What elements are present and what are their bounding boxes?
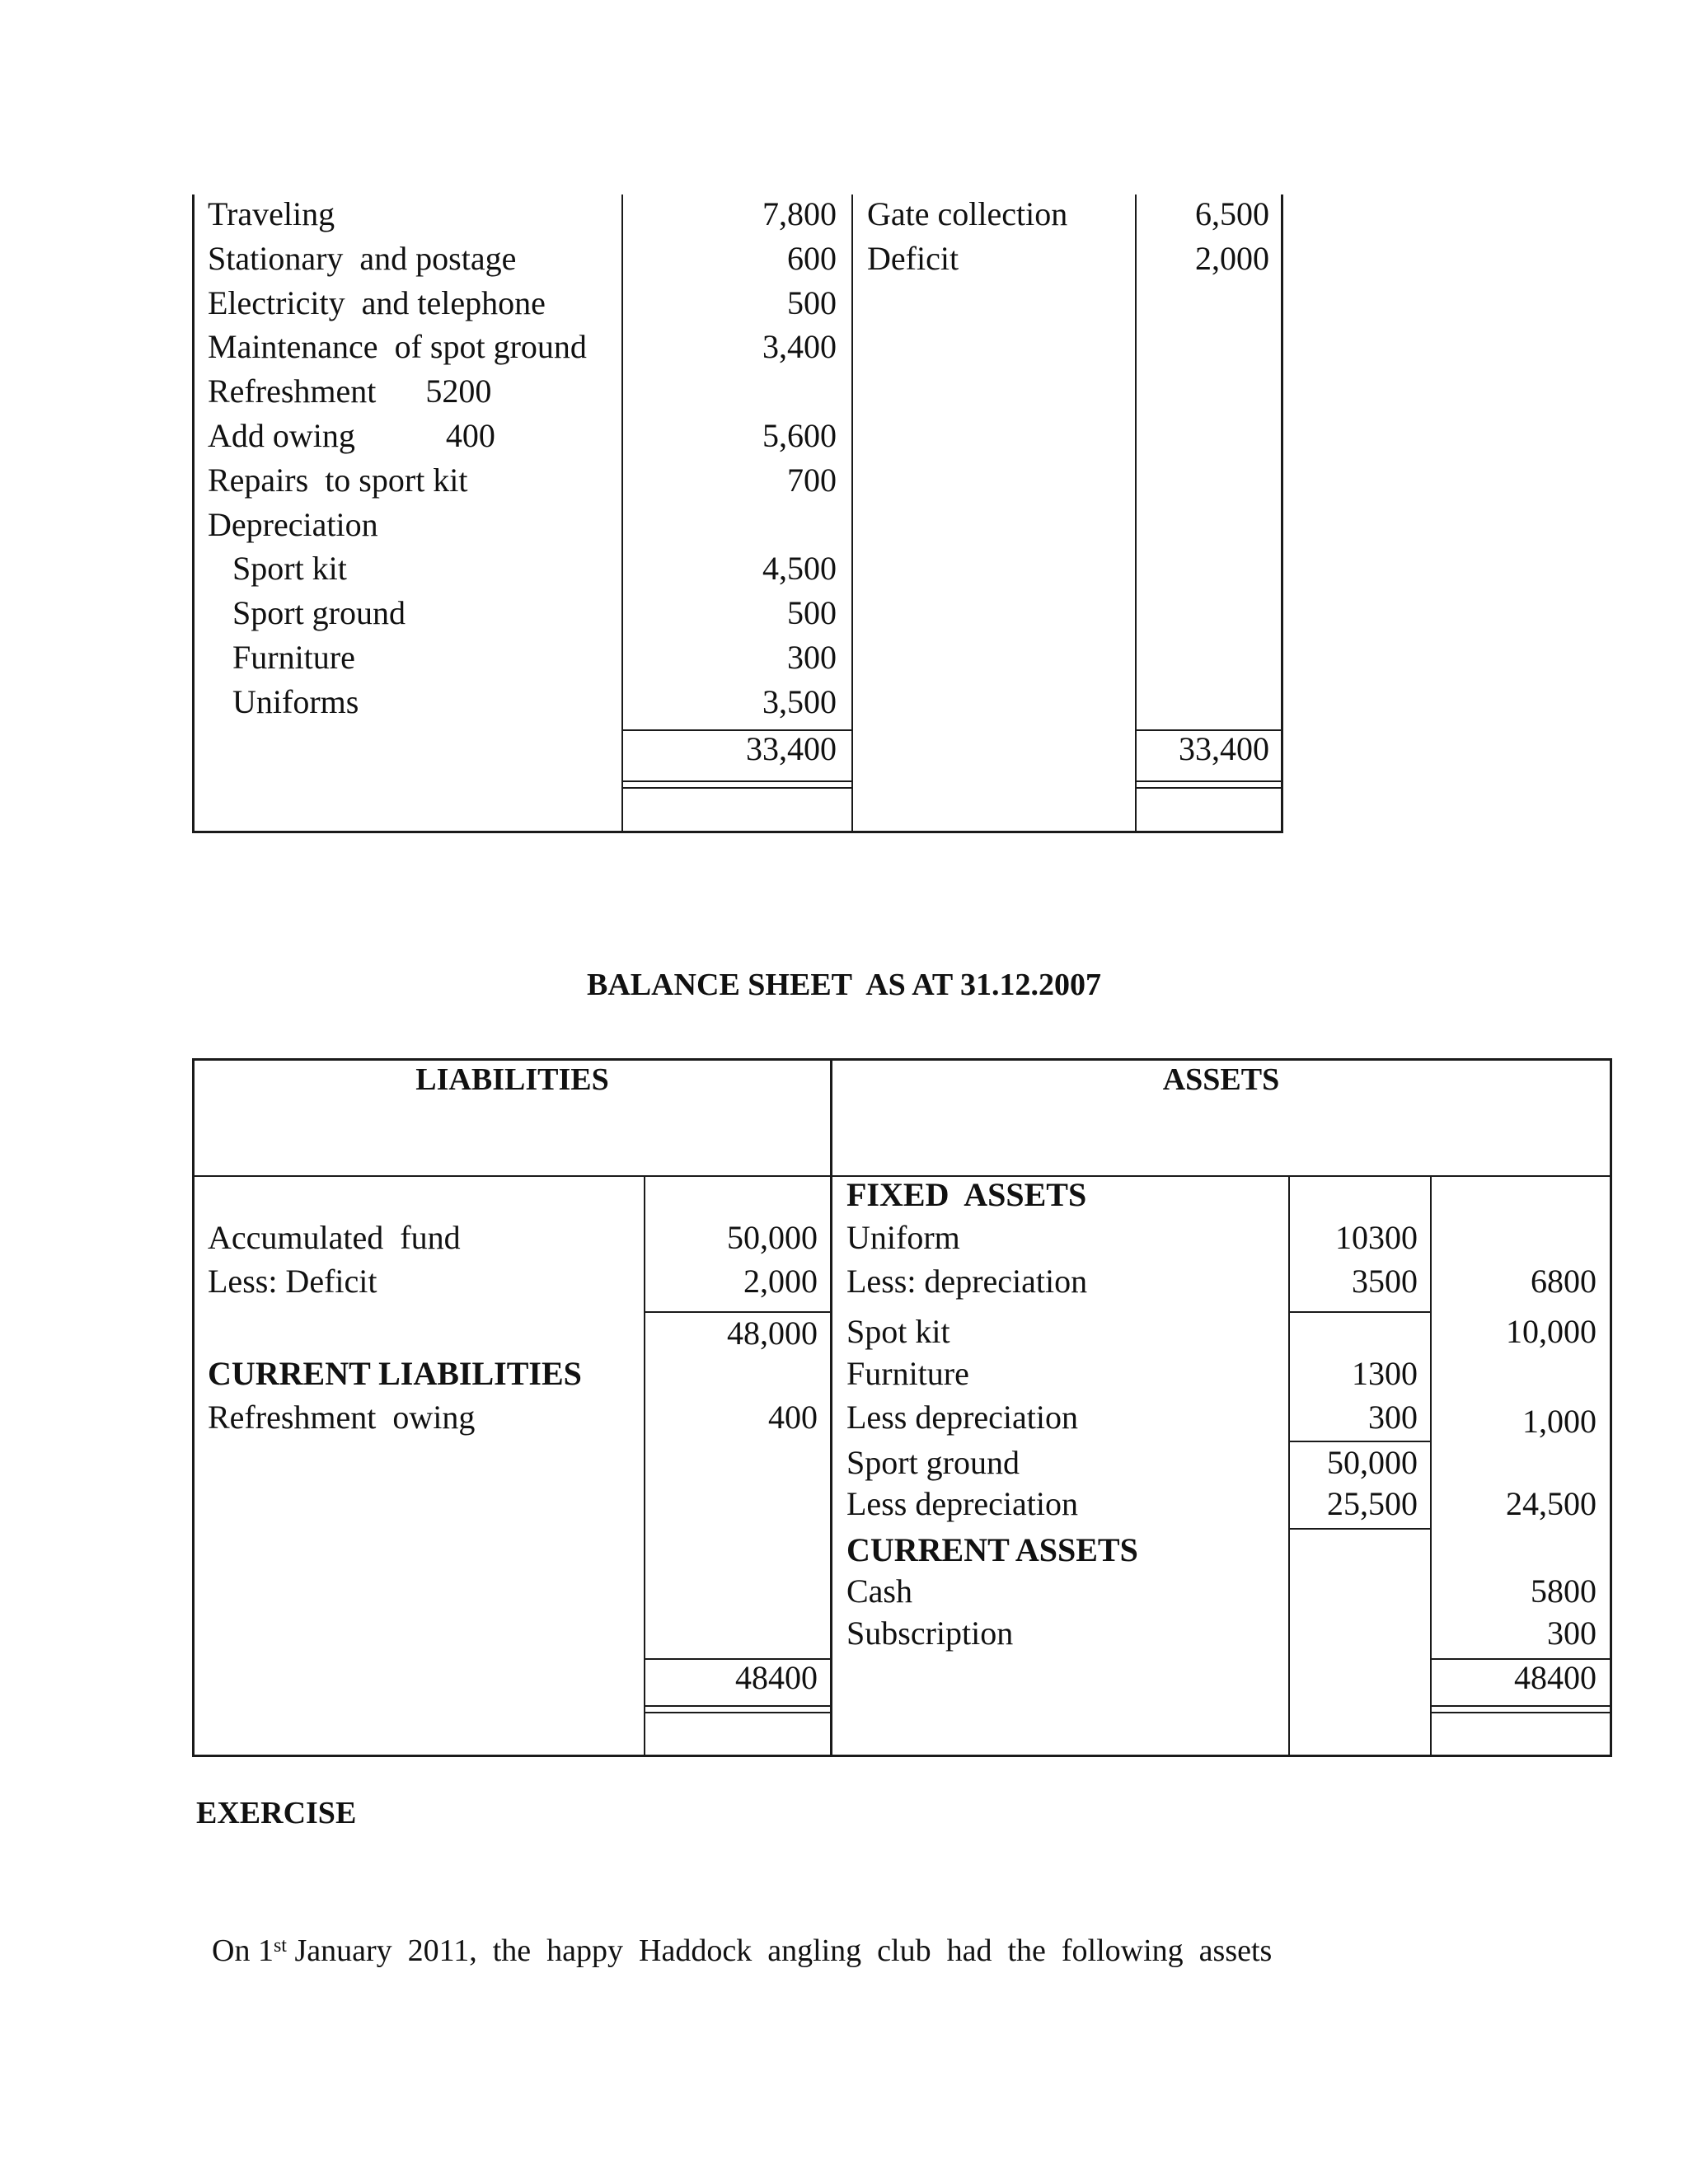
uniform-net: 6800 — [1531, 1263, 1597, 1300]
sport-ground-depreciation-label: Less depreciation — [846, 1485, 1078, 1522]
balance-sheet-title: BALANCE SHEET AS AT 31.12.2007 — [586, 968, 1101, 1002]
refreshment-owing-amount: 400 — [768, 1399, 818, 1436]
expenditure-label: Uniforms — [232, 683, 359, 720]
furniture-depreciation-label: Less depreciation — [846, 1399, 1078, 1436]
furniture-amount: 1300 — [1352, 1355, 1418, 1392]
current-liabilities-heading: CURRENT LIABILITIES — [208, 1355, 582, 1392]
expenditure-amount: 600 — [787, 240, 837, 277]
expenditure-label: Maintenance of spot ground — [208, 328, 587, 365]
income-amount: 2,000 — [1195, 240, 1269, 277]
uniform-label: Uniform — [846, 1219, 960, 1256]
sport-ground-depreciation-amount: 25,500 — [1327, 1485, 1418, 1522]
exercise-text-prefix: On 1 — [212, 1933, 274, 1968]
expenditure-amount: 500 — [787, 284, 837, 321]
assets-header: ASSETS — [1162, 1062, 1280, 1097]
sport-ground-label: Sport ground — [846, 1444, 1020, 1481]
fixed-assets-heading: FIXED ASSETS — [846, 1176, 1087, 1213]
exercise-text-superscript: st — [273, 1935, 287, 1957]
accumulated-fund-label: Accumulated fund — [208, 1219, 461, 1256]
expenditure-label: Traveling — [208, 195, 335, 232]
expenditure-total: 33,400 — [746, 730, 837, 767]
cash-amount: 5800 — [1531, 1572, 1597, 1610]
less-deficit-amount: 2,000 — [743, 1263, 818, 1300]
expenditure-amount: 500 — [787, 594, 837, 631]
exercise-text-rest: January 2011, the happy Haddock angling club had the following assets — [286, 1933, 1273, 1968]
liabilities-total: 48400 — [735, 1659, 818, 1696]
net-accumulated-fund: 48,000 — [727, 1315, 818, 1352]
spot-kit-net: 10,000 — [1506, 1313, 1597, 1350]
assets-total: 48400 — [1514, 1659, 1597, 1696]
expenditure-label: Sport kit — [232, 550, 347, 587]
expenditure-label: Depreciation — [208, 506, 378, 543]
liabilities-header: LIABILITIES — [415, 1062, 609, 1097]
expenditure-amount: 5,600 — [762, 417, 837, 454]
expenditure-label: Add owing 400 — [208, 417, 495, 454]
uniform-amount: 10300 — [1335, 1219, 1418, 1256]
exercise-text — [196, 1886, 1272, 1972]
less-deficit-label: Less: Deficit — [208, 1263, 377, 1300]
subscription-amount: 300 — [1547, 1615, 1597, 1652]
expenditure-amount: 3,400 — [762, 328, 837, 365]
spot-kit-label: Spot kit — [846, 1313, 950, 1350]
expenditure-amount: 4,500 — [762, 550, 837, 587]
income-amount: 6,500 — [1195, 195, 1269, 232]
expenditure-label: Refreshment 5200 — [208, 373, 492, 410]
expenditure-label: Stationary and postage — [208, 240, 517, 277]
expenditure-amount: 700 — [787, 462, 837, 499]
expenditure-amount: 7,800 — [762, 195, 837, 232]
expenditure-amount: 3,500 — [762, 683, 837, 720]
expenditure-label: Furniture — [232, 639, 355, 676]
expenditure-label: Electricity and telephone — [208, 284, 546, 321]
uniform-depreciation-label: Less: depreciation — [846, 1263, 1088, 1300]
sport-ground-net: 24,500 — [1506, 1485, 1597, 1522]
current-assets-heading: CURRENT ASSETS — [846, 1531, 1138, 1568]
furniture-depreciation-amount: 300 — [1368, 1399, 1418, 1436]
income-total: 33,400 — [1179, 730, 1269, 767]
refreshment-owing-label: Refreshment owing — [208, 1399, 476, 1436]
expenditure-amount: 300 — [787, 639, 837, 676]
furniture-label: Furniture — [846, 1355, 969, 1392]
income-label: Deficit — [867, 240, 959, 277]
cash-label: Cash — [846, 1572, 912, 1610]
sport-ground-amount: 50,000 — [1327, 1444, 1418, 1481]
furniture-net: 1,000 — [1522, 1403, 1597, 1440]
exercise-heading: EXERCISE — [196, 1796, 357, 1830]
expenditure-label: Repairs to sport kit — [208, 462, 468, 499]
uniform-depreciation-amount: 3500 — [1352, 1263, 1418, 1300]
subscription-label: Subscription — [846, 1615, 1014, 1652]
income-label: Gate collection — [867, 195, 1068, 232]
accumulated-fund-amount: 50,000 — [727, 1219, 818, 1256]
expenditure-label: Sport ground — [232, 594, 406, 631]
